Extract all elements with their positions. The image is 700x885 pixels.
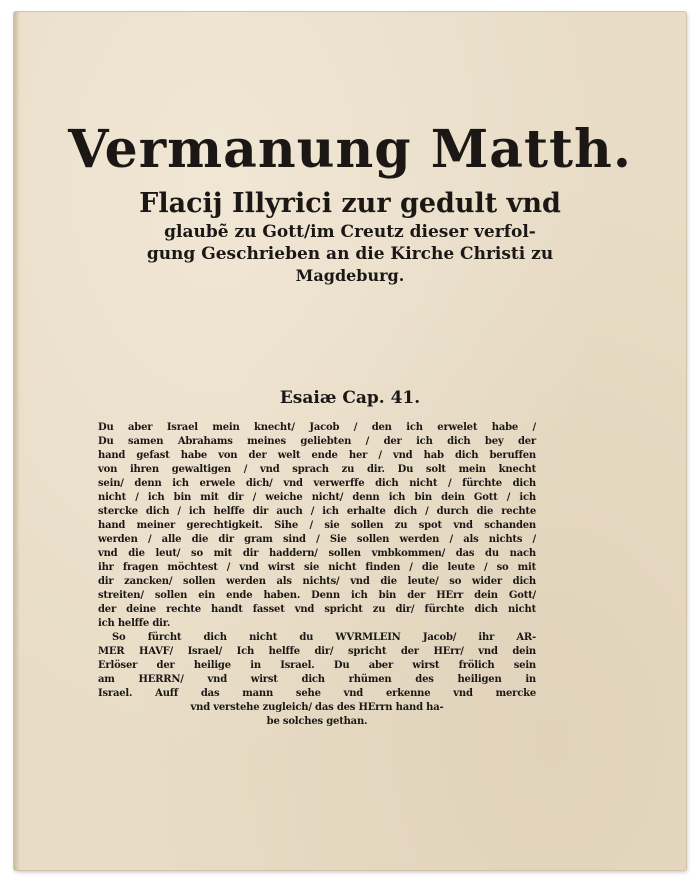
text-line: Israel. Auff das mann sehe vnd erkenne vnd mercke bbox=[98, 688, 536, 699]
text-line: vnd verstehe zugleich/ das des HErrn hand ha- bbox=[190, 702, 444, 713]
text-line: So fürcht dich nicht du WVRMLEIN Jacob/ ihr AR- bbox=[112, 632, 536, 643]
text-line: von ihren gewaltigen / vnd sprach zu dir. Du solt mein knecht bbox=[98, 464, 536, 475]
text-line: werden / alle die dir gram sind / Sie sollen werden / als nichts / bbox=[98, 534, 536, 545]
text-line: ich helffe dir. bbox=[98, 618, 171, 629]
text-line: Erlöser der heilige in Israel. Du aber wirst frölich sein bbox=[98, 660, 536, 671]
text-line: Du aber Israel mein knecht/ Jacob / den ich erwelet habe / bbox=[98, 422, 536, 433]
text-line: sein/ denn ich erwele dich/ vnd verwerffe dich nicht / fürchte dich bbox=[98, 478, 536, 489]
text-line: nicht / ich bin mit dir / weiche nicht/ denn ich bin dein Gott / ich bbox=[98, 492, 536, 503]
text-line: der deine rechte handt fasset vnd spricht zu dir/ fürchte dich nicht bbox=[98, 604, 536, 615]
chapter-heading: Esaiæ Cap. 41. bbox=[279, 388, 421, 408]
text-line: hand gefast habe von der welt ende her / vnd hab dich beruffen bbox=[98, 450, 536, 461]
subtitle-line: Flacij Illyrici zur gedult vnd bbox=[139, 188, 561, 219]
text-line: ihr fragen möchtest / vnd wirst sie nicht finden / die leute / so mit bbox=[98, 562, 536, 573]
body-text bbox=[98, 421, 536, 729]
subtitle-line: Magdeburg. bbox=[295, 266, 405, 285]
page-title: Vermanung Matth. bbox=[68, 119, 632, 180]
document-page bbox=[14, 12, 686, 870]
subtitle-line: gung Geschrieben an die Kirche Christi zu bbox=[146, 244, 554, 264]
text-line: Du samen Abrahams meines geliebten / der ich dich bey der bbox=[98, 436, 536, 447]
text-line: stercke dich / ich helffe dir auch / ich erhalte dich / durch die rechte bbox=[98, 506, 536, 517]
text-line: streiten/ sollen ein ende haben. Denn ich bin der HErr dein Gott/ bbox=[98, 590, 536, 601]
subtitle bbox=[114, 187, 586, 287]
text-line: MER HAVF/ Israel/ Ich helffe dir/ spricht der HErr/ vnd dein bbox=[98, 646, 536, 657]
text-line: am HERRN/ vnd wirst dich rhümen des heiligen in bbox=[98, 674, 536, 685]
text-line: be solches gethan. bbox=[266, 716, 368, 727]
text-line: dir zancken/ sollen werden als nichts/ vnd die leute/ so wider dich bbox=[98, 576, 536, 587]
subtitle-line: glaubẽ zu Gott/im Creutz dieser verfol- bbox=[164, 222, 536, 242]
text-line: vnd die leut/ so mit dir haddern/ sollen vmbkommen/ das du nach bbox=[98, 548, 536, 559]
text-line: hand meiner gerechtigkeit. Sihe / sie sollen zu spot vnd schanden bbox=[98, 520, 536, 531]
